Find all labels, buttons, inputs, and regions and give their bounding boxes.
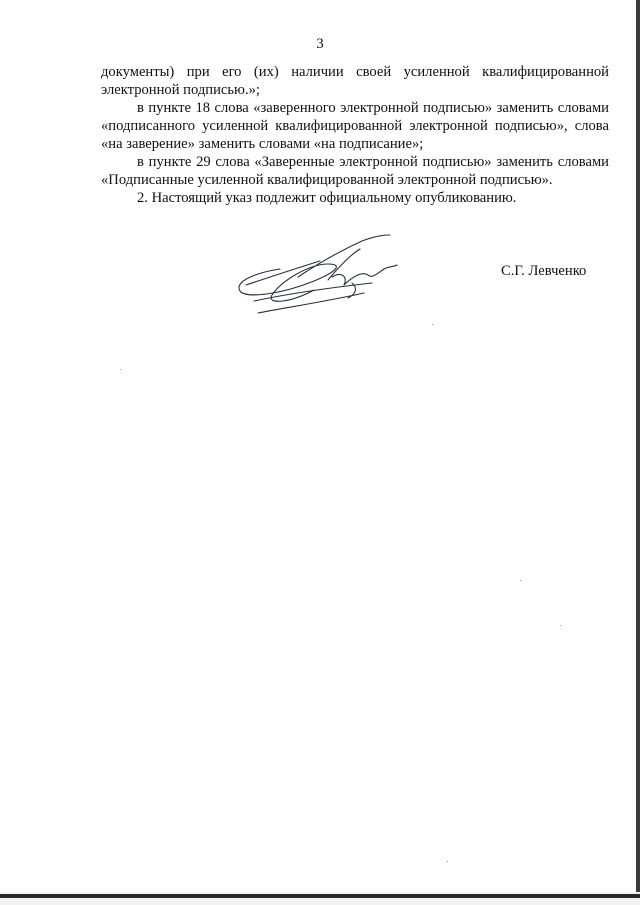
paragraph-point-18: в пункте 18 слова «заверенного электронной подписью» заменить словами «подписанного усиленной квалифицированной электронной подписью», слова «на заверение» заменить словами «на подписание»; (101, 100, 609, 152)
page-number: 3 (316, 36, 324, 52)
scan-speck (120, 369, 121, 370)
document-body (101, 63, 609, 207)
scan-speck (432, 324, 433, 325)
handwritten-signature (232, 233, 402, 318)
scan-speck (560, 625, 561, 626)
paragraph-point-29: в пункте 29 слова «Заверенные электронной подписью» заменить словами «Подписанные усиленной квалифицированной электронной подписью». (101, 154, 609, 188)
paragraph-continuation: документы) при его (их) наличии своей усиленной квалифицированной электронной подписью.»; (101, 64, 609, 98)
scan-border-right (636, 0, 640, 905)
scan-speck (520, 580, 521, 581)
scan-border-bottom-line (0, 894, 640, 898)
signer-name: С.Г. Левченко (501, 263, 587, 279)
paragraph-publication: 2. Настоящий указ подлежит официальному опубликованию. (137, 190, 517, 206)
scan-speck (447, 861, 448, 862)
